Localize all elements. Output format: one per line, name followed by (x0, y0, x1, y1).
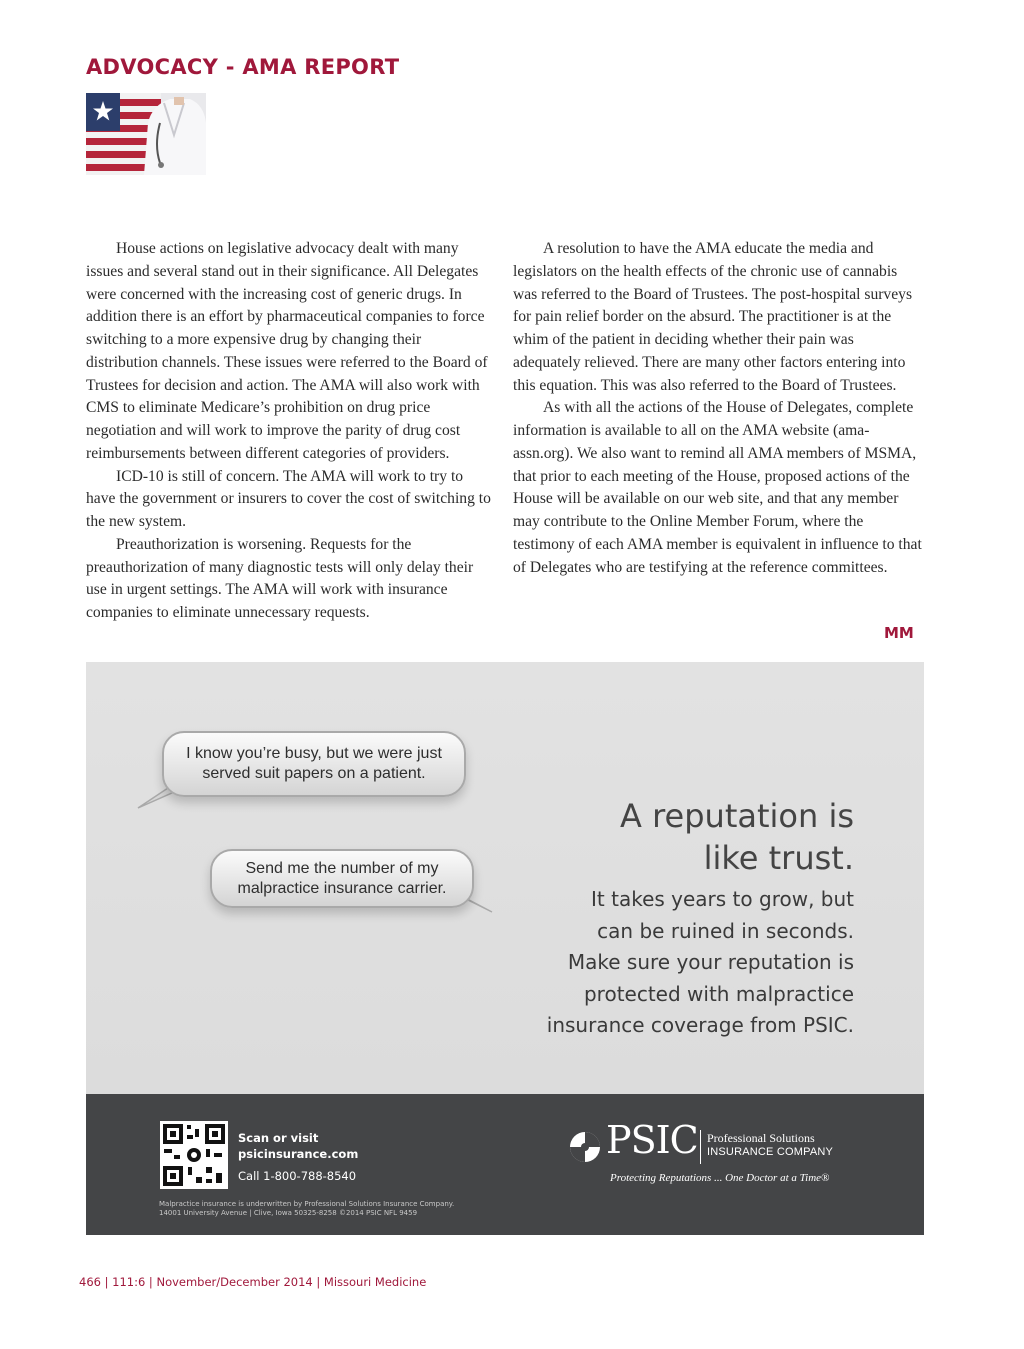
phone-number[interactable]: Call 1-800-788-8540 (238, 1169, 357, 1183)
fine-print (159, 1200, 454, 1218)
ad-body (434, 884, 854, 1042)
ad-headline-line: A reputation is (620, 797, 854, 835)
company-name-line: INSURANCE COMPANY (707, 1146, 834, 1158)
ad-bottom-bar (86, 1094, 924, 1235)
paragraph: Preauthorization is worsening. Requests for the preauthorization of many diagnostic tests will only delay their use in urgent settings. The AMA will work with insurance companies to eliminate unnecessary requests. (86, 535, 474, 621)
article-left-column (86, 238, 496, 625)
ad-body-line: Make sure your reputation is (567, 950, 854, 974)
ad-top-panel (86, 662, 924, 1094)
scan-or-visit (238, 1130, 358, 1162)
speech-bubble-1-text: I know you’re busy, but we were just served suit papers on a patient. (186, 745, 442, 782)
logo-divider (700, 1130, 701, 1164)
scan-label: Scan or visit (238, 1131, 319, 1145)
fine-print-line: 14001 University Avenue | Clive, Iowa 50325-8258 ©2014 PSIC NFL 9459 (159, 1209, 418, 1217)
psic-logo-text: PSIC (606, 1118, 698, 1162)
psic-logo-icon (568, 1130, 602, 1164)
qr-code-icon[interactable] (160, 1121, 228, 1189)
ad-headline (454, 795, 854, 879)
website-link[interactable]: psicinsurance.com (238, 1147, 359, 1161)
flag-doctor-image (86, 93, 206, 175)
ad-body-line: can be ruined in seconds. (597, 918, 854, 943)
ad-headline-line: like trust. (703, 839, 854, 877)
article-right-column (513, 238, 923, 579)
speech-bubble-2-text: Send me the number of my malpractice insurance carrier. (237, 859, 447, 897)
ad-body-line: protected with malpractice (583, 981, 854, 1006)
paragraph: A resolution to have the AMA educate the media and legislators on the health effects of the chronic use of cannabis was referred to the Board of Trustees. The post-hospital surveys for pain relief border on the absurd. The practitioner is at the whim of the patient in deciding whether their pain was adequately relieved. There are many other factors entering into this equation. This was also referred to the Board of Trustees. (513, 240, 913, 394)
ad-body-line: It takes years to grow, but (591, 887, 854, 911)
ad-body-line: insurance coverage from PSIC. (546, 1013, 854, 1037)
tagline: Protecting Reputations ... One Doctor at a Time® (610, 1172, 830, 1184)
psic-advertisement (86, 662, 924, 1235)
speech-bubble-1 (162, 731, 466, 797)
section-title: ADVOCACY - AMA REPORT (86, 55, 400, 79)
paragraph: House actions on legislative advocacy dealt with many issues and several stand out in their significance. All Delegates were concerned with the increasing cost of generic drugs. In addition there is an effort by pharmaceutical companies to force switching to a more expensive drug by changing their distribution channels. These issues were referred to the Board of Trustees for decision and action. The AMA will also work with CMS to eliminate Medicare’s prohibition on drug price negotiation and will work to improve the parity of drug cost reimbursements between different categories of providers. (86, 240, 488, 462)
article-end-mark: MM (884, 624, 914, 642)
company-name-line: Professional Solutions (707, 1131, 815, 1145)
paragraph: As with all the actions of the House of Delegates, complete information is available to all on the AMA website (ama-assn.org). We also want to remind all AMA members of MSMA, that prior to each meeting of the House, proposed actions of the House will be available on our web site, and that any member may contribute to the Online Member Forum, where the testimony of each AMA member is equivalent in influence to that of Delegates who are testifying at the reference committees. (513, 399, 922, 576)
page-footer: 466 | 111:6 | November/December 2014 | Missouri Medicine (79, 1275, 427, 1289)
company-name (707, 1131, 833, 1159)
paragraph: ICD-10 is still of concern. The AMA will work to try to have the government or insurers to cover the cost of switching to the new system. (86, 467, 491, 530)
fine-print-line: Malpractice insurance is underwritten by Professional Solutions Insurance Company. (159, 1200, 455, 1208)
